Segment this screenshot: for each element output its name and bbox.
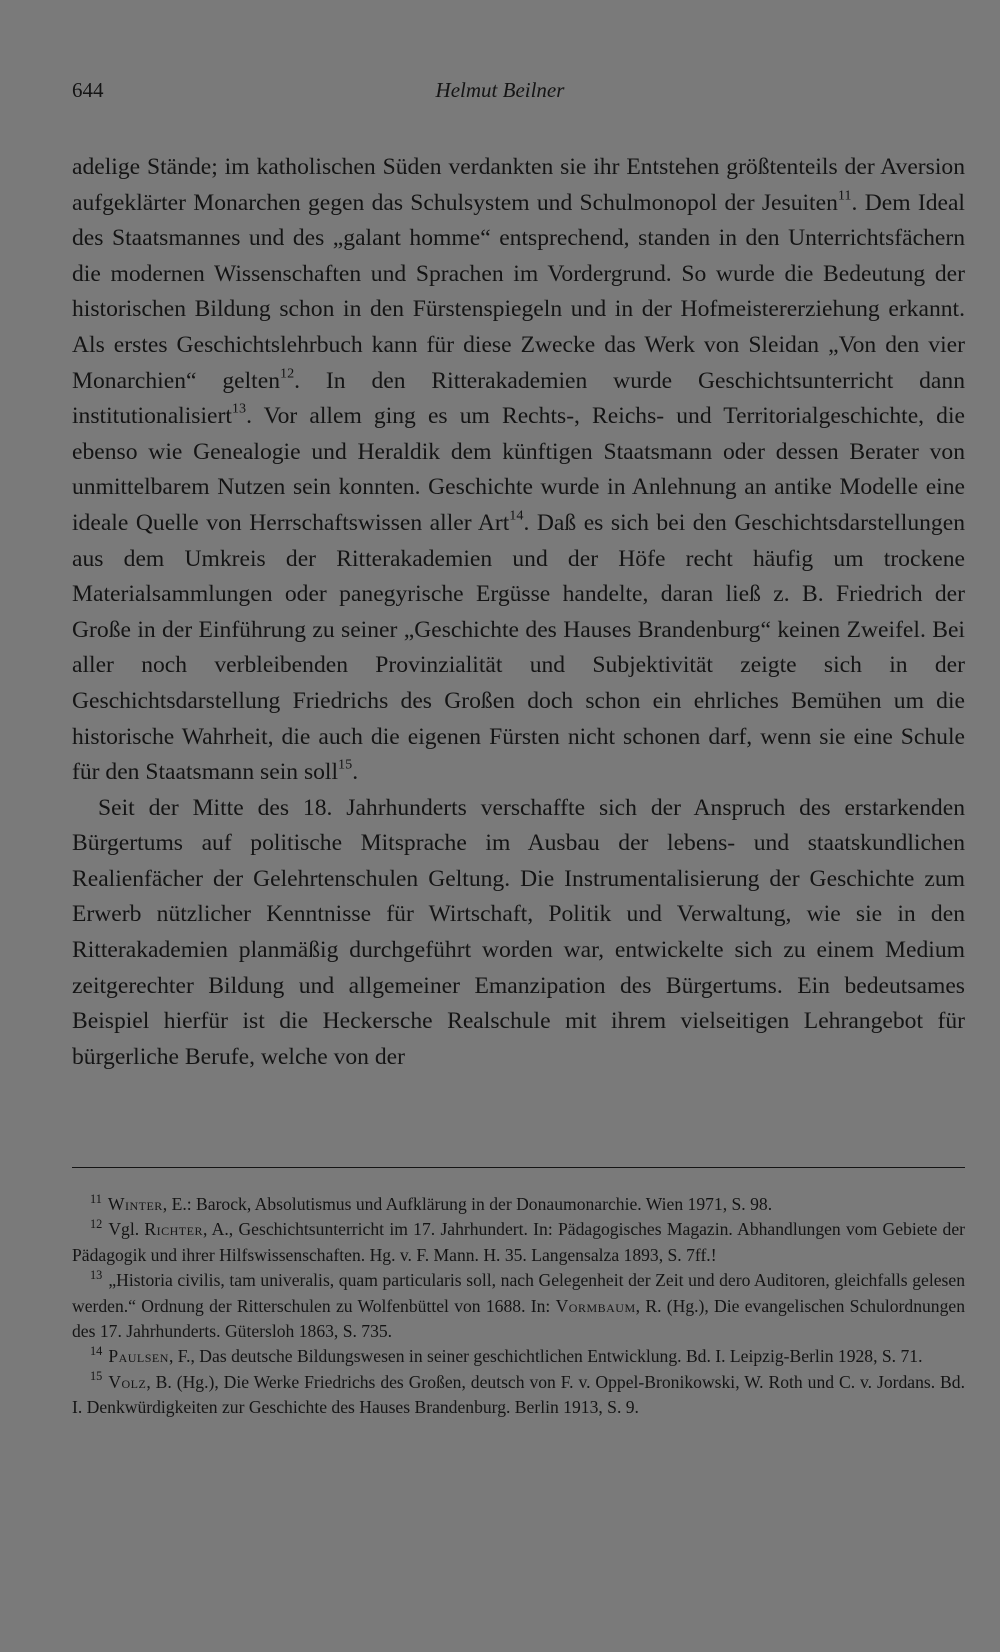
footnote: $^{12}$ Vgl. Richter, A., Geschichtsunterricht im 17. Jahrhundert. In: Pädagogisches Magazin. Abhandlungen vom Gebiete der Pädagogik und ihrer Hilfswissenschaften. Hg. v. F. Mann. H. 35. Langensalza 1893, S. 7ff.! (72, 1217, 966, 1265)
footnote-ref: 14 (509, 507, 524, 524)
footnote: $^{11}$ Winter, E.: Barock, Absolutismus und Aufklärung in der Donaumonarchie. Wien 1971, S. 98. (90, 1191, 773, 1214)
footnote-number: 14 (90, 1344, 103, 1359)
footnote-number: 11 (90, 1191, 102, 1206)
main-text (72, 150, 965, 1075)
footnote-ref: 11 (837, 186, 852, 203)
footnote-number: 12 (90, 1217, 103, 1232)
page-number: 644 (72, 78, 104, 102)
footnotes (72, 1192, 965, 1421)
footnote-ref: 13 (231, 400, 247, 417)
author-name: Winter (107, 1194, 163, 1214)
footnote: $^{14}$ Paulsen, F., Das deutsche Bildungswesen in seiner geschichtlichen Entwicklung. Bd. I. Leipzig-Berlin 1928, S. 71. (90, 1344, 923, 1367)
footnote-number: 15 (90, 1369, 103, 1384)
paragraph: adelige Stände; im katholischen Süden verdankten sie ihr Entstehen größtenteils der Aversion aufgeklärter Monarchen gegen das Schulsystem und Schulmonopol der Jesuiten$^{11}$. Dem Ideal des Staatsmannes und des „galant homme“ entsprechend, standen in den Unterrichtsfächern die modernen Wissenschaften und Sprachen im Vordergrund. So wurde die Bedeutung der historischen Bildung schon in den Fürstenspiegeln und in der Hofmeistererziehung erkannt. Als erstes Geschichtslehrbuch kann für diese Zwecke das Werk von Sleidan „Von den vier Monarchien“ gelten$^{12}$. In den Ritterakademien wurde Geschichtsunterricht dann institutionalisiert$^{13}$. Vor allem ging es um Rechts-, Reichs- und Territorialgeschichte, die ebenso wie Genealogie und Heraldik dem künftigen Staatsmann oder dessen Berater von unmittelbarem Nutzen sein konnten. Geschichte wurde in Anlehnung an antike Modelle eine ideale Quelle von Herrschaftswissen aller Art$^{14}$. Daß es sich bei den Geschichtsdarstellungen aus dem Umkreis der Ritterakademien und der Höfe recht häufig um trockene Materialsammlungen oder panegyrische Ergüsse handelte, daran ließ z. B. Friedrich der Große in der Einführung zu seiner „Geschichte des Hauses Brandenburg“ keinen Zweifel. Bei aller noch verbleibenden Provinzialität und Subjektivität zeigte sich in der Geschichtsdarstellung Friedrichs des Großen doch schon ein ehrliches Bemühen um die historische Wahrheit, die auch die eigenen Fürsten nicht schonen darf, wenn sie eine Schule für den Staatsmann sein soll$^{15}$. (72, 154, 965, 786)
author-name: Richter (144, 1219, 203, 1240)
footnote-divider (72, 1167, 965, 1168)
footnote-number: 13 (90, 1267, 103, 1282)
footnote-ref: 15 (338, 756, 353, 773)
running-head-author: Helmut Beilner (435, 78, 565, 102)
author-name: Vormbaum (555, 1295, 636, 1316)
author-name: Volz (108, 1371, 147, 1392)
footnote: $^{13}$ „Historia civilis, tam univeralis, quam particularis soll, nach Gelegenheit der Zeit und dero Auditoren, gleichfalls gelesen werden.“ Ordnung der Ritterschulen zu Wolfenbüttel von 1688. In: Vormbaum, R. (Hg.), Die evangelischen Schulordnungen des 17. Jahrhunderts. Gütersloh 1863, S. 735. (72, 1267, 965, 1342)
author-name: Paulsen (108, 1346, 169, 1367)
paragraph: Seit der Mitte des 18. Jahrhunderts verschaffte sich der Anspruch des erstarkenden Bürgertums auf politische Mitsprache im Ausbau der lebens- und staatskundlichen Realienfächer der Gelehrtenschulen Geltung. Die Instrumentalisierung der Geschichte zum Erwerb nützlicher Kenntnisse für Wirtschaft, Politik und Verwaltung, wie sie in den Ritterakademien planmäßig durchgeführt worden war, entwickelte sich zu einem Medium zeitgerechter Bildung und allgemeiner Emanzipation des Bürgertums. Ein bedeutsames Beispiel hierfür ist die Heckersche Realschule mit ihrem vielseitigen Lehrangebot für bürgerliche Berufe, welche von der (72, 794, 965, 1070)
page-header (72, 78, 928, 108)
footnote-ref: 12 (280, 364, 295, 381)
footnote: $^{15}$ Volz, B. (Hg.), Die Werke Friedrichs des Großen, deutsch von F. v. Oppel-Bronikowski, W. Roth und C. v. Jordans. Bd. I. Denkwürdigkeiten zur Geschichte des Hauses Brandenburg. Berlin 1913, S. 9. (72, 1369, 965, 1418)
